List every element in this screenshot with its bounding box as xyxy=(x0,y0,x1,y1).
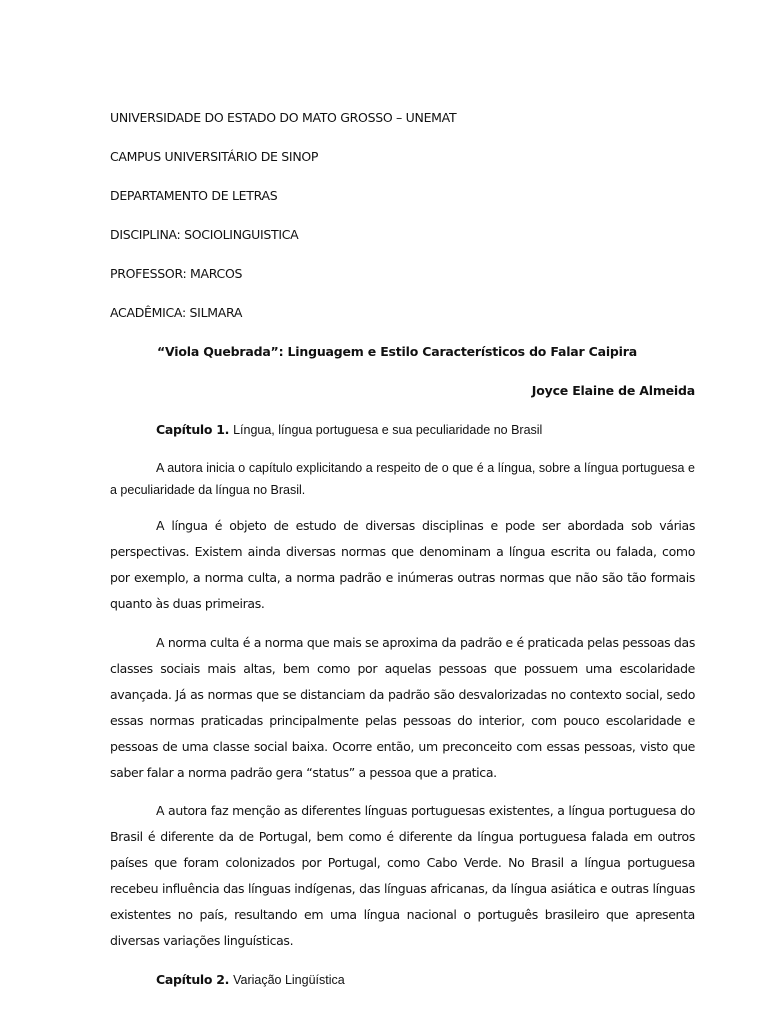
chapter-1-number: Capítulo 1. xyxy=(156,422,230,437)
professor-line: PROFESSOR: MARCOS xyxy=(110,266,243,281)
chapter-1-paragraph-2: A norma culta é a norma que mais se aproxima da padrão e é praticada pelas pessoas das classes sociais mais altas, bem como por aquelas pessoas que possuem uma escolaridade avançada. Já as normas que se distanciam da padrão são desvalorizadas no contexto social, sedo essas normas praticadas principalmente pelas pessoas do interior, com pouco escolaridade e pessoas de uma classe social baixa. Ocorre então, um preconceito com essas pessoas, visto que saber falar a norma padrão gera “status” a pessoa que a pratica. xyxy=(110,635,695,780)
chapter-1-heading xyxy=(156,422,542,437)
chapter-1-intro-paragraph: A autora inicia o capítulo explicitando a respeito de o que é a língua, sobre a língua portuguesa e a peculiaridade da língua no Brasil. xyxy=(110,461,695,497)
chapter-2-number: Capítulo 2. xyxy=(156,972,230,987)
document-title: “Viola Quebrada”: Linguagem e Estilo Característicos do Falar Caipira xyxy=(157,344,637,359)
department-line: DEPARTAMENTO DE LETRAS xyxy=(110,188,278,203)
campus-line: CAMPUS UNIVERSITÁRIO DE SINOP xyxy=(110,149,319,164)
student-line: ACADÊMICA: SILMARA xyxy=(110,305,243,320)
chapter-1-title: Língua, língua portuguesa e sua peculiaridade no Brasil xyxy=(233,423,543,437)
discipline-line: DISCIPLINA: SOCIOLINGUISTICA xyxy=(110,227,299,242)
chapter-2-title: Variação Lingüística xyxy=(233,973,345,987)
document-author: Joyce Elaine de Almeida xyxy=(531,383,695,398)
chapter-2-heading xyxy=(156,972,345,987)
chapter-1-paragraph-3: A autora faz menção as diferentes línguas portuguesas existentes, a língua portuguesa do Brasil é diferente da de Portugal, bem como é diferente da língua portuguesa falada em outros países que foram colonizados por Portugal, como Cabo Verde. No Brasil a língua portuguesa recebeu influência das línguas indígenas, das línguas africanas, da língua asiática e outras línguas existentes no país, resultando em uma língua nacional o português brasileiro que apresenta diversas variações linguísticas. xyxy=(110,803,695,948)
university-line: UNIVERSIDADE DO ESTADO DO MATO GROSSO – UNEMAT xyxy=(110,110,457,125)
chapter-1-paragraph-1: A língua é objeto de estudo de diversas disciplinas e pode ser abordada sob várias perspectivas. Existem ainda diversas normas que denominam a língua escrita ou falada, como por exemplo, a norma culta, a norma padrão e inúmeras outras normas que não são tão formais quanto às duas primeiras. xyxy=(110,518,695,611)
